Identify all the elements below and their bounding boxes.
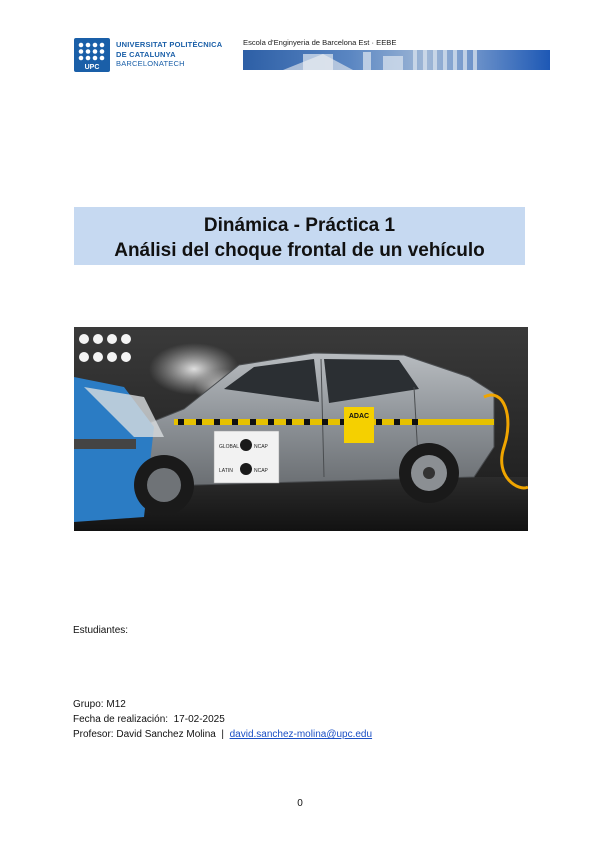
sign-ncap-2: NCAP bbox=[254, 468, 268, 474]
upc-logo-icon bbox=[74, 38, 110, 72]
university-name bbox=[116, 40, 222, 69]
school-name: Escola d'Enginyeria de Barcelona Est · EEBE bbox=[243, 38, 397, 47]
group-label: Grupo: bbox=[73, 699, 104, 710]
professor-line bbox=[73, 729, 372, 740]
separator: | bbox=[221, 729, 225, 740]
university-line-3: BARCELONATECH bbox=[116, 59, 185, 68]
title-box bbox=[74, 207, 525, 265]
sign-latin: LATIN bbox=[219, 468, 233, 474]
date-label: Fecha de realización: bbox=[73, 714, 169, 725]
title-line-1: Dinámica - Práctica 1 bbox=[203, 215, 396, 236]
professor-email-link[interactable]: david.sanchez-molina@upc.edu bbox=[229, 729, 373, 740]
school-banner-image bbox=[243, 50, 550, 70]
sign-adac: ADAC bbox=[348, 413, 370, 420]
university-line-1: UNIVERSITAT POLITÈCNICA bbox=[116, 40, 223, 49]
university-line-2: DE CATALUNYA bbox=[116, 49, 176, 59]
sign-global: GLOBAL bbox=[219, 444, 240, 450]
date-value: 17-02-2025 bbox=[173, 714, 225, 725]
logo-text: UPC bbox=[84, 64, 100, 71]
page-number: 0 bbox=[297, 798, 303, 809]
sign-ncap-1: NCAP bbox=[254, 444, 268, 450]
group-line bbox=[73, 699, 126, 710]
professor-name: David Sanchez Molina bbox=[116, 729, 216, 740]
students-label: Estudiantes: bbox=[73, 625, 129, 636]
title-line-2: Análisi del choque frontal de un vehículo bbox=[114, 240, 485, 261]
group-value: M12 bbox=[106, 699, 126, 710]
professor-label: Profesor: bbox=[73, 729, 114, 740]
date-line bbox=[73, 714, 225, 725]
crash-test-photo bbox=[74, 327, 528, 531]
